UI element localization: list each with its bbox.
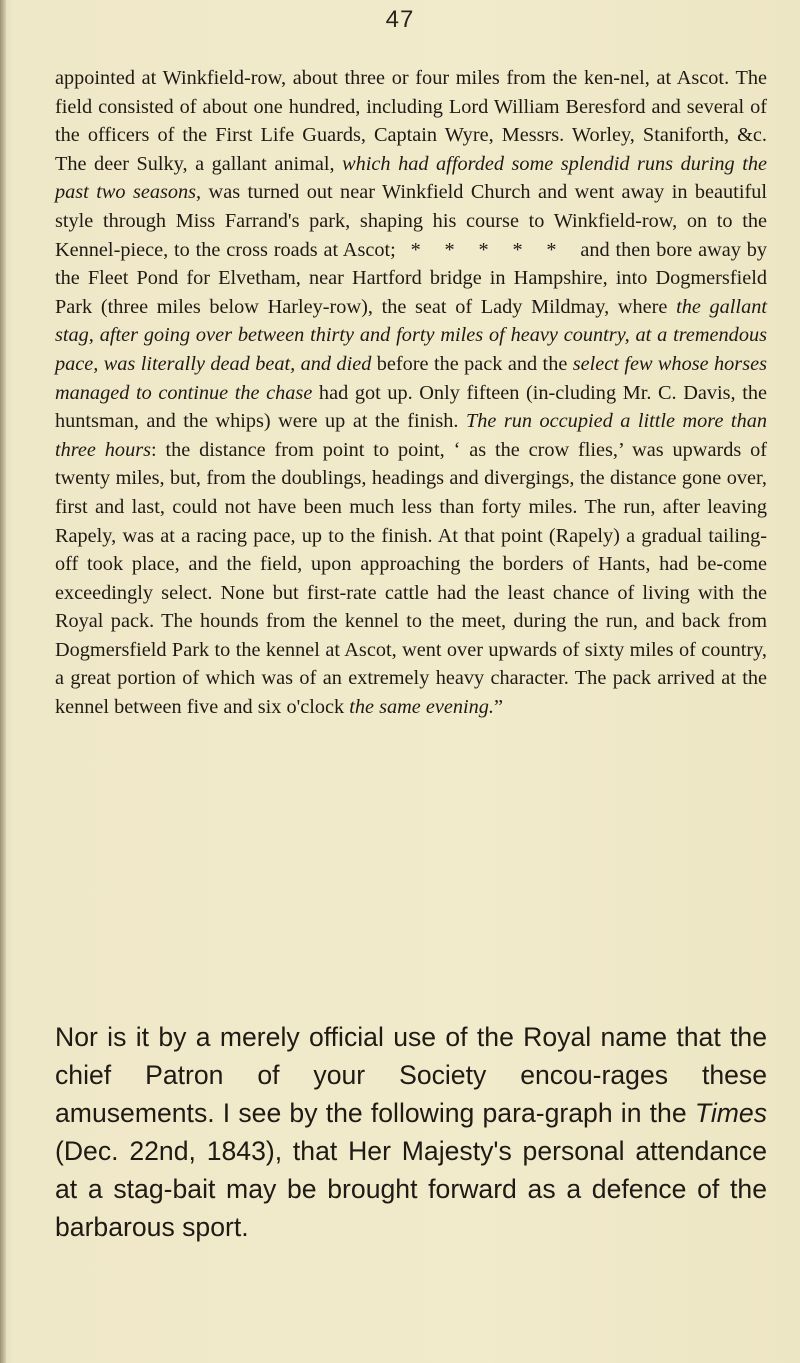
quote-text: before the pack and the — [371, 352, 573, 375]
quote-text: : the distance from point to point, ‘ as the crow flies,’ was upwards of twenty miles, but, from the doublings, headings and divergings, the distance gone over, first and last, could not have been much less than forty miles. The run, after leaving Rapely, was at a racing pace, up to the finish. At that point (Rapely) a gradual tailing-off took place, and the field, upon approaching the borders of Hants, had be-come exceedingly select. None but first-rate cattle had the least chance of living with the Royal pack. The hounds from the kennel to the meet, during the run, and back from Dogmersfield Park to the kennel at Ascot, went over upwards of sixty miles of country, a great portion of which was of an extremely heavy character. The pack arrived at the kennel between five and six o'clock — [55, 438, 767, 719]
closing-quote-mark: ” — [493, 696, 503, 719]
quoted-passage — [55, 64, 767, 722]
page-number: 47 — [385, 6, 415, 33]
body-passage — [55, 1018, 767, 1246]
body-text: (Dec. 22nd, 1843), that Her Majesty's personal attendance at a stag-bait may be brought forward as a defence of the barbarous sport. — [55, 1136, 767, 1242]
asterisk-ellipsis: * * * * * — [395, 238, 581, 261]
quote-text: and then bore away by the Fleet Pond for Elvetham, near Hartford bridge in Hampshire, into Dogmersfield Park (three miles below Harley-row), the seat of Lady Mildmay, where — [55, 238, 768, 318]
body-italic-text: Times — [694, 1098, 767, 1128]
quote-text: was turned out near Winkfield Church and went away in beautiful style through Miss Farrand's park, shaping his course to Winkfield-row, on to the Kennel-piece, to the cross roads at Ascot; — [55, 181, 767, 261]
quote-italic-text: The run occupied a little more than three hours — [55, 410, 767, 461]
body-paragraph — [55, 1018, 767, 1246]
quote-italic-text: select few whose horses managed to continue the chase — [55, 352, 767, 404]
quote-italic-text: which had afforded some splendid runs during the past two seasons, — [55, 152, 767, 204]
quoted-paragraph — [55, 64, 767, 722]
quote-italic-text: the same evening. — [349, 696, 494, 719]
body-text: Nor is it by a merely official use of the Royal name that the chief Patron of your Society encou-rages these amusements. I see by the following para-graph in the — [55, 1022, 767, 1128]
quote-text: had got up. Only fifteen (in-cluding Mr. C. Davis, the huntsman, and the whips) were up at the finish. — [55, 381, 767, 433]
page-binding-edge — [0, 0, 6, 1363]
quote-italic-text: the gallant stag, after going over between thirty and forty miles of heavy country, at a tremendous pace, was literally dead beat, and died — [55, 295, 767, 375]
quote-text: appointed at Winkfield-row, about three or four miles from the ken-nel, at Ascot. The field consisted of about one hundred, including Lord William Beresford and several of the officers of the First Life Guards, Captain Wyre, Messrs. Worley, Staniforth, &c. The deer Sulky, a gallant animal, — [55, 67, 767, 175]
